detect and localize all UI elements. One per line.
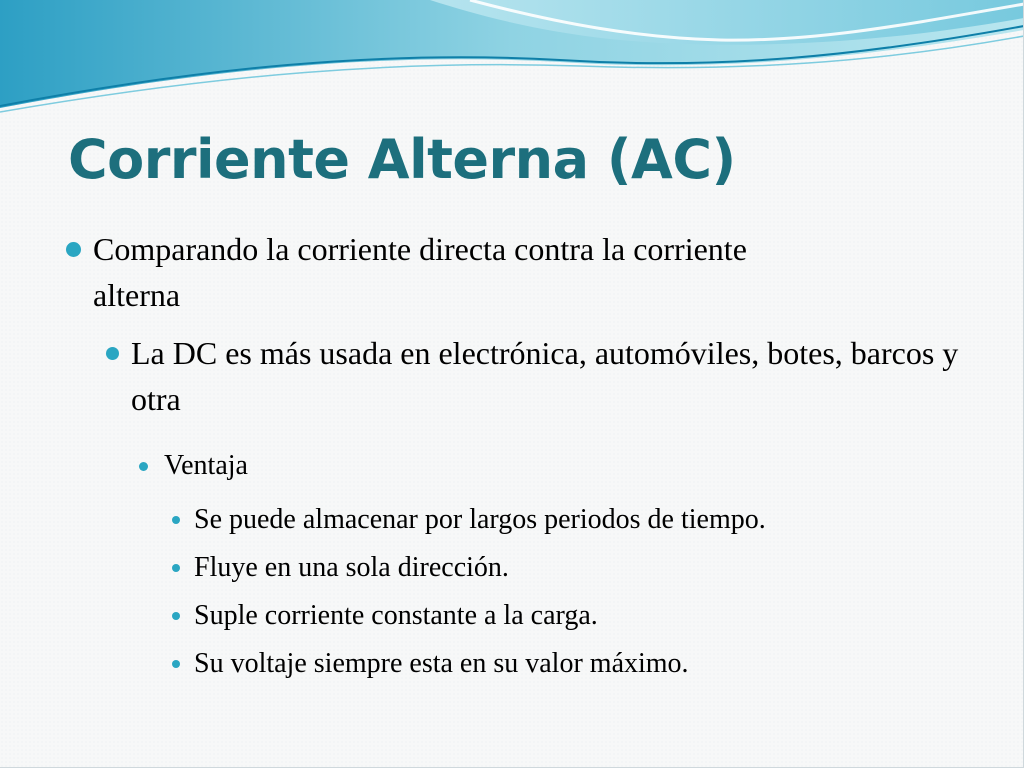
- bullet-dot-icon: [172, 612, 180, 620]
- bullet-level4-item: [172, 550, 992, 586]
- slide-title: Corriente Alterna (AC): [68, 128, 736, 191]
- bullet-level1: [66, 226, 826, 318]
- bullet-text: La DC es más usada en electrónica, automóviles, botes, barcos y otra: [131, 335, 959, 417]
- bullet-text: Comparando la corriente directa contra la corriente alterna: [93, 231, 747, 313]
- bullet-level3: [139, 448, 539, 484]
- bullet-level4-item: [172, 502, 992, 538]
- bullet-dot-icon: [139, 462, 148, 471]
- bullet-level4-item: [172, 646, 992, 682]
- bullet-text: Se puede almacenar por largos periodos de tiempo.: [194, 504, 766, 535]
- header-wave-decoration: [0, 0, 1024, 120]
- bullet-dot-icon: [106, 347, 119, 360]
- bullet-text: Fluye en una sola dirección.: [194, 552, 509, 583]
- bullet-dot-icon: [172, 516, 180, 524]
- bullet-level2: [106, 330, 976, 422]
- bullet-text: Ventaja: [164, 450, 248, 481]
- bullet-dot-icon: [172, 660, 180, 668]
- bullet-dot-icon: [172, 564, 180, 572]
- bullet-level4-item: [172, 598, 992, 634]
- bullet-text: Suple corriente constante a la carga.: [194, 600, 598, 631]
- bullet-text: Su voltaje siempre esta en su valor máximo.: [194, 648, 689, 679]
- bullet-dot-icon: [66, 242, 81, 257]
